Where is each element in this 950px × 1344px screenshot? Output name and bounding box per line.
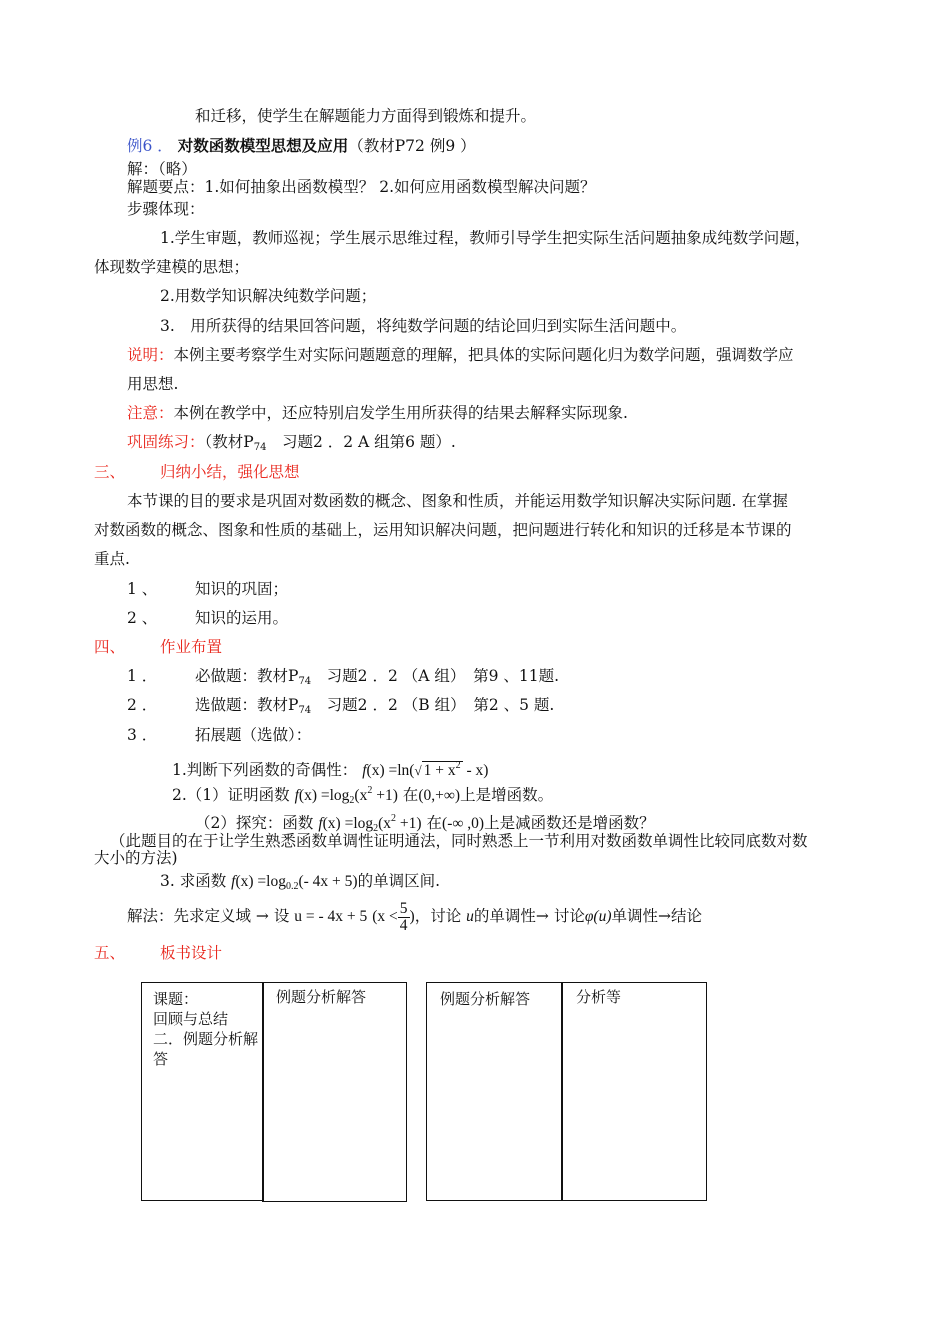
section3-para-line2: 对数函数的概念、图象和性质的基础上，运用知识解决问题，把问题进行转化和知识的迁移是本节课的 xyxy=(94,521,792,539)
q2a-interval: (0,+∞) xyxy=(418,787,461,804)
note-text-line1: 本例主要考察学生对实际问题题意的理解，把具体的实际问题化归为数学问题，强调数学应 xyxy=(173,346,794,364)
remark-line2: 大小的方法) xyxy=(94,849,178,867)
q1-text: 1.判断下列函数的奇偶性： xyxy=(172,761,358,779)
box1-line3: 二．例题分析解 xyxy=(153,1030,259,1048)
q2b-formula xyxy=(318,815,421,832)
box2-text: 例题分析解答 xyxy=(276,988,367,1006)
box1-line2: 回顾与总结 xyxy=(153,1010,229,1028)
q2b-exp: 2 xyxy=(391,813,397,824)
example6-solution: 解：（略） xyxy=(127,160,197,178)
box4-text: 分析等 xyxy=(576,988,622,1006)
board-box1-content xyxy=(153,989,261,1069)
hw1-post: 习题2 ．2 （A 组） 第9 、11题. xyxy=(311,667,560,685)
sol-cond-post: ) xyxy=(409,908,415,925)
note-text-line2: 用思想. xyxy=(127,375,179,393)
sol-end: 单调性→结论 xyxy=(611,907,702,925)
hw1-text xyxy=(195,666,559,692)
section4-num: 四、 xyxy=(94,638,126,656)
q2b-f: f xyxy=(318,815,323,832)
section3-item1-text: 知识的巩固； xyxy=(195,580,289,598)
section3-item1-num: 1 、 xyxy=(127,580,158,598)
sol-u2: u xyxy=(466,908,474,925)
q2a-formula xyxy=(295,787,398,804)
q1-line xyxy=(172,756,488,781)
example6-heading xyxy=(127,136,476,156)
example6-steps-title: 步骤体现： xyxy=(127,200,205,218)
sol-pre: 解法：先求定义域 → 设 xyxy=(127,907,290,925)
sol-fraction xyxy=(398,901,410,934)
section3-item2-text: 知识的运用。 xyxy=(195,609,289,627)
sol-mid: ，讨论 xyxy=(414,907,462,925)
q2a-base: 2 xyxy=(349,795,355,806)
example6-step1-line2: 体现数学建模的思想； xyxy=(94,258,250,276)
q2a-text: 2.（1）证明函数 xyxy=(172,786,290,804)
section3-item2-num: 2 、 xyxy=(127,609,158,627)
box3-text: 例题分析解答 xyxy=(440,990,531,1008)
example6-label: 例6 ． xyxy=(127,137,173,155)
q2b-interval: (-∞ ,0) xyxy=(442,815,485,832)
section3-num: 三、 xyxy=(94,463,126,481)
q3-arg: (- 4x + 5) xyxy=(298,873,358,890)
sol-phi: φ(u) xyxy=(584,908,612,925)
box1-line4: 答 xyxy=(153,1050,169,1068)
q3-f: f xyxy=(231,873,236,890)
hw3-num: 3 ． xyxy=(127,726,158,744)
sol-cond-pre: (x < xyxy=(372,908,398,925)
board-box-4 xyxy=(561,982,707,1201)
box1-line1: 课题： xyxy=(153,990,199,1008)
board-box-2 xyxy=(262,982,407,1202)
q2b-arg: (x xyxy=(378,815,392,832)
hw2-text xyxy=(195,695,554,721)
attention-text: 本例在教学中，还应特别启发学生用所获得的结果去解释实际现象. xyxy=(173,404,628,422)
q1-rad: 1 + x xyxy=(423,762,456,779)
hw2-post: 习题2 ．2 （B 组） 第2 、5 题. xyxy=(311,696,555,714)
attention-label: 注意： xyxy=(127,404,174,422)
q3-formula xyxy=(231,873,357,890)
example6-note xyxy=(127,345,794,365)
q3-base: 0.2 xyxy=(285,881,299,892)
q2b-mid: (x) =log xyxy=(322,815,374,832)
q2a-f: f xyxy=(294,787,299,804)
section3-para-line3: 重点. xyxy=(94,550,130,568)
q1-x: (x) =ln( xyxy=(366,762,415,779)
section5-num: 五、 xyxy=(94,944,126,962)
section4-title: 作业布置 xyxy=(160,638,223,656)
q2b-base: 2 xyxy=(373,823,379,834)
q2a-arg: (x xyxy=(354,787,368,804)
sol-num: 5 xyxy=(399,899,408,917)
practice-label: 巩固练习： xyxy=(127,433,205,451)
q3-line xyxy=(160,871,440,897)
q2a-exp: 2 xyxy=(367,785,373,796)
board-box-3 xyxy=(426,982,563,1201)
remark-line1: （此题目的在于让学生熟悉函数单调性证明通法，同时熟悉上一节利用对数函数单调性比较同底数对数 xyxy=(110,832,808,850)
q2a-end: 上是增函数。 xyxy=(460,786,554,804)
q2a-in: 在 xyxy=(402,786,419,804)
example6-step1-line1: 1.学生审题，教师巡视；学生展示思维过程，教师引导学生把实际生活问题抽象成纯数学问题， xyxy=(160,229,811,247)
q2a-mid: (x) =log xyxy=(298,787,350,804)
sol-u: u = - 4x + 5 xyxy=(294,908,368,925)
hw2-pre: 选做题：教材P xyxy=(195,696,299,714)
q1-end: - x) xyxy=(462,762,489,779)
q2b-in: 在 xyxy=(426,814,443,832)
q3-mid: (x) =log xyxy=(235,873,286,890)
q1-formula: f(x) =ln(√ $1 + x^2 - x$) xyxy=(362,760,489,779)
example6-source: （教材P72 例9 ） xyxy=(348,137,476,155)
q2b-argend: +1) xyxy=(396,815,422,832)
hw1-sub: 74 xyxy=(298,676,312,687)
example6-step3: 3. 用所获得的结果回答问题，将纯数学问题的结论回归到实际生活问题中。 xyxy=(160,317,687,335)
practice-post: 习题2 ．2 A 组第6 题）. xyxy=(266,433,456,451)
q2b-end: 上是减函数还是增函数？ xyxy=(484,814,655,832)
section5-title: 板书设计 xyxy=(160,944,223,962)
q2a-argend: +1) xyxy=(372,787,398,804)
practice-sub: 74 xyxy=(253,442,267,453)
example6-step2: 2.用数学知识解决纯数学问题； xyxy=(160,287,377,305)
example6-keypoints: 解题要点：1.如何抽象出函数模型？ 2.如何应用函数模型解决问题？ xyxy=(127,178,596,196)
example6-attention xyxy=(127,403,628,423)
q2b-text: （2）探究：函数 xyxy=(195,814,314,832)
sol-mid2: 的单调性→ 讨论 xyxy=(473,907,585,925)
example6-practice xyxy=(127,432,456,458)
intro-line: 和迁移，使学生在解题能力方面得到锻炼和提升。 xyxy=(195,107,537,125)
hw1-pre: 必做题：教材P xyxy=(195,667,299,685)
section3-title: 归纳小结，强化思想 xyxy=(160,463,300,481)
practice-pre: （教材P xyxy=(204,433,254,451)
hw2-sub: 74 xyxy=(298,705,312,716)
example6-title: 对数函数模型思想及应用 xyxy=(177,136,349,155)
hw1-num: 1 ． xyxy=(127,667,158,685)
note-label: 说明： xyxy=(127,346,174,364)
q3-end: 的单调区间. xyxy=(357,872,441,890)
sol-den: 4 xyxy=(399,916,408,934)
hw2-num: 2 ． xyxy=(127,696,158,714)
q1-f: f xyxy=(362,762,367,779)
q3-text: 3. 求函数 xyxy=(160,872,227,890)
section3-para-line1: 本节课的目的要求是巩固对数函数的概念、图象和性质，并能运用数学知识解决实际问题. 在掌握 xyxy=(127,492,788,510)
solution-line xyxy=(127,898,702,935)
q2a-line xyxy=(172,781,553,811)
hw3-text: 拓展题（选做）： xyxy=(195,726,312,744)
q1-exp: 2 xyxy=(455,760,461,771)
